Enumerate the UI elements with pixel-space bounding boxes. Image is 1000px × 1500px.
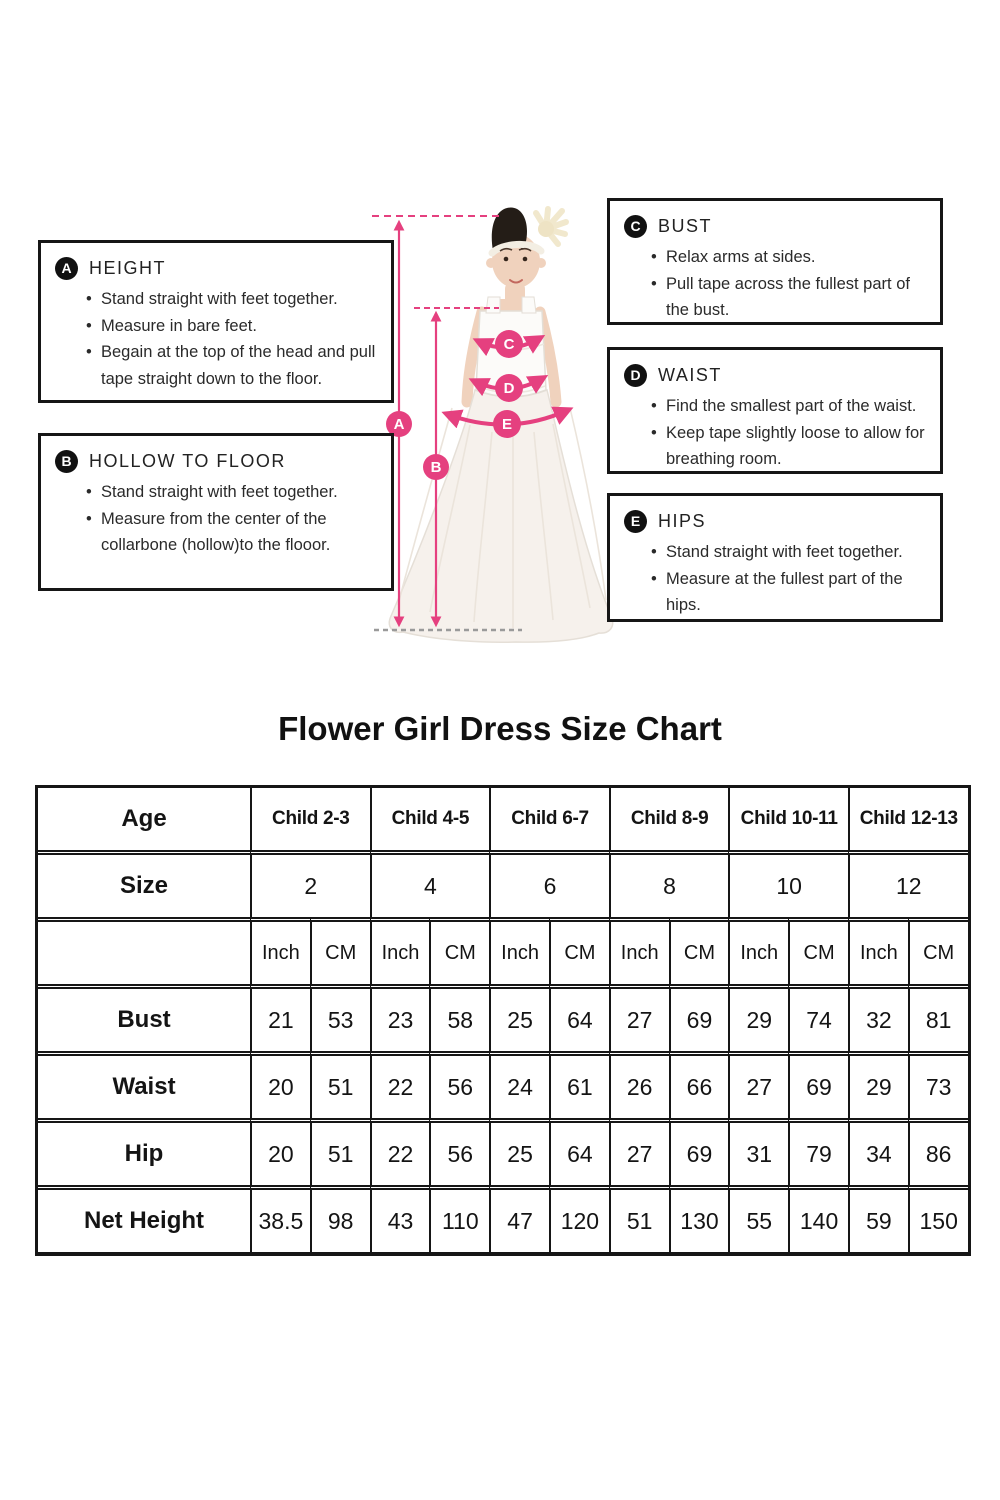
unit-header-cell: CM [429, 917, 489, 984]
marker-a-letter: A [393, 416, 405, 433]
letter-c-badge: C [624, 215, 647, 238]
instruction-bullet: • Keep tape slightly loose to allow for breathing room. [666, 420, 932, 473]
table-row [38, 788, 968, 850]
letter-a-badge: A [55, 257, 78, 280]
measure-value-cell: 20 [250, 1118, 310, 1185]
measure-value-cell: 58 [429, 984, 489, 1051]
measure-value-cell: 51 [609, 1185, 669, 1252]
unit-header-cell: CM [908, 917, 968, 984]
guide-box-bust [607, 198, 943, 325]
measure-value-cell: 22 [370, 1118, 430, 1185]
guide-box-title: HIPS [658, 511, 707, 531]
measure-value-cell: 25 [489, 984, 549, 1051]
measure-value-cell: 61 [549, 1051, 609, 1118]
guide-box-height [38, 240, 394, 403]
instruction-bullet: • Pull tape across the fullest part of the bust. [666, 271, 932, 324]
measure-value-cell: 21 [250, 984, 310, 1051]
row-label [38, 917, 250, 984]
instruction-list [622, 244, 932, 324]
unit-header-cell: CM [549, 917, 609, 984]
guide-box-title: HOLLOW TO FLOOR [89, 451, 286, 471]
measure-value-cell: 56 [429, 1118, 489, 1185]
measure-value-cell: 23 [370, 984, 430, 1051]
guide-box-hips [607, 493, 943, 622]
measure-value-cell: 59 [848, 1185, 908, 1252]
table-row [38, 917, 968, 984]
size-value-cell: 4 [370, 850, 490, 917]
guide-box-title: HEIGHT [89, 258, 167, 278]
age-header-cell: Child 10-11 [728, 788, 848, 850]
marker-c-letter: C [503, 336, 515, 353]
instruction-bullet: • Stand straight with feet together. [666, 539, 932, 566]
table-row [38, 984, 968, 1051]
instruction-bullet: • Measure at the fullest part of the hips. [666, 566, 932, 619]
size-table-body [38, 788, 968, 1252]
size-value-cell: 6 [489, 850, 609, 917]
size-table [35, 785, 971, 1256]
instruction-list [622, 539, 932, 619]
girl-measurement-diagram [355, 195, 645, 670]
instruction-bullet: • Stand straight with feet together. [101, 286, 383, 313]
size-table-section [35, 785, 971, 1256]
unit-header-cell: CM [310, 917, 370, 984]
age-header-cell: Child 8-9 [609, 788, 729, 850]
measure-value-cell: 69 [669, 984, 729, 1051]
row-label: Size [38, 850, 250, 917]
instruction-bullet: • Relax arms at sides. [666, 244, 932, 271]
letter-b-badge: B [55, 450, 78, 473]
measure-value-cell: 140 [788, 1185, 848, 1252]
age-header-cell: Child 2-3 [250, 788, 370, 850]
unit-header-cell: Inch [489, 917, 549, 984]
size-value-cell: 2 [250, 850, 370, 917]
letter-e-badge: E [624, 510, 647, 533]
unit-header-cell: Inch [370, 917, 430, 984]
table-row [38, 850, 968, 917]
instruction-bullet: • Stand straight with feet together. [101, 479, 383, 506]
size-value-cell: 12 [848, 850, 968, 917]
measure-value-cell: 51 [310, 1051, 370, 1118]
instruction-bullet: • Measure from the center of the collarbone (hollow)to the flooor. [101, 506, 383, 559]
unit-header-cell: Inch [250, 917, 310, 984]
size-value-cell: 8 [609, 850, 729, 917]
measure-value-cell: 51 [310, 1118, 370, 1185]
measure-value-cell: 27 [609, 1118, 669, 1185]
left-strap [486, 297, 500, 313]
instruction-bullet: • Begain at the top of the head and pull tape straight down to the floor. [101, 339, 383, 392]
measure-value-cell: 130 [669, 1185, 729, 1252]
age-header-cell: Child 6-7 [489, 788, 609, 850]
measure-value-cell: 56 [429, 1051, 489, 1118]
measure-value-cell: 69 [788, 1051, 848, 1118]
instruction-list [53, 479, 383, 559]
unit-header-cell: Inch [848, 917, 908, 984]
measure-value-cell: 74 [788, 984, 848, 1051]
measure-value-cell: 38.5 [250, 1185, 310, 1252]
age-header-cell: Child 12-13 [848, 788, 968, 850]
measure-value-cell: 98 [310, 1185, 370, 1252]
measure-value-cell: 55 [728, 1185, 788, 1252]
measure-value-cell: 150 [908, 1185, 968, 1252]
age-header-cell: Child 4-5 [370, 788, 490, 850]
measure-value-cell: 27 [728, 1051, 788, 1118]
measure-value-cell: 24 [489, 1051, 549, 1118]
letter-d-badge: D [624, 364, 647, 387]
instruction-bullet: • Measure in bare feet. [101, 313, 383, 340]
measure-value-cell: 64 [549, 1118, 609, 1185]
measure-value-cell: 81 [908, 984, 968, 1051]
unit-header-cell: Inch [609, 917, 669, 984]
measure-value-cell: 110 [429, 1185, 489, 1252]
table-row [38, 1185, 968, 1252]
guide-box-title: BUST [658, 216, 713, 236]
measure-value-cell: 20 [250, 1051, 310, 1118]
guide-box-waist [607, 347, 943, 474]
measure-value-cell: 47 [489, 1185, 549, 1252]
measure-value-cell: 43 [370, 1185, 430, 1252]
measure-value-cell: 25 [489, 1118, 549, 1185]
measure-value-cell: 86 [908, 1118, 968, 1185]
measure-value-cell: 64 [549, 984, 609, 1051]
instruction-bullet: • Find the smallest part of the waist. [666, 393, 932, 420]
marker-d-letter: D [503, 380, 515, 397]
measure-value-cell: 73 [908, 1051, 968, 1118]
right-strap [522, 297, 536, 313]
measure-value-cell: 66 [669, 1051, 729, 1118]
measure-value-cell: 79 [788, 1118, 848, 1185]
instruction-list [622, 393, 932, 473]
row-label: Net Height [38, 1185, 250, 1252]
row-label: Bust [38, 984, 250, 1051]
measure-value-cell: 31 [728, 1118, 788, 1185]
row-label: Age [121, 805, 167, 832]
measure-value-cell: 69 [669, 1118, 729, 1185]
size-value-cell: 10 [728, 850, 848, 917]
marker-e-letter: E [501, 416, 513, 433]
table-row [38, 1051, 968, 1118]
guide-box-title: WAIST [658, 365, 722, 385]
measure-value-cell: 29 [848, 1051, 908, 1118]
unit-header-cell: CM [669, 917, 729, 984]
measure-value-cell: 27 [609, 984, 669, 1051]
measure-value-cell: 32 [848, 984, 908, 1051]
measure-value-cell: 22 [370, 1051, 430, 1118]
page-title: Flower Girl Dress Size Chart [278, 710, 722, 747]
measure-value-cell: 34 [848, 1118, 908, 1185]
measure-value-cell: 26 [609, 1051, 669, 1118]
measure-value-cell: 53 [310, 984, 370, 1051]
row-label: Hip [38, 1118, 250, 1185]
unit-header-cell: CM [788, 917, 848, 984]
instruction-list [53, 286, 383, 393]
measure-value-cell: 29 [728, 984, 788, 1051]
row-label: Waist [38, 1051, 250, 1118]
unit-header-cell: Inch [728, 917, 788, 984]
guide-box-hollow-to-floor [38, 433, 394, 591]
marker-b-letter: B [430, 459, 442, 476]
measure-value-cell: 120 [549, 1185, 609, 1252]
table-row [38, 1118, 968, 1185]
